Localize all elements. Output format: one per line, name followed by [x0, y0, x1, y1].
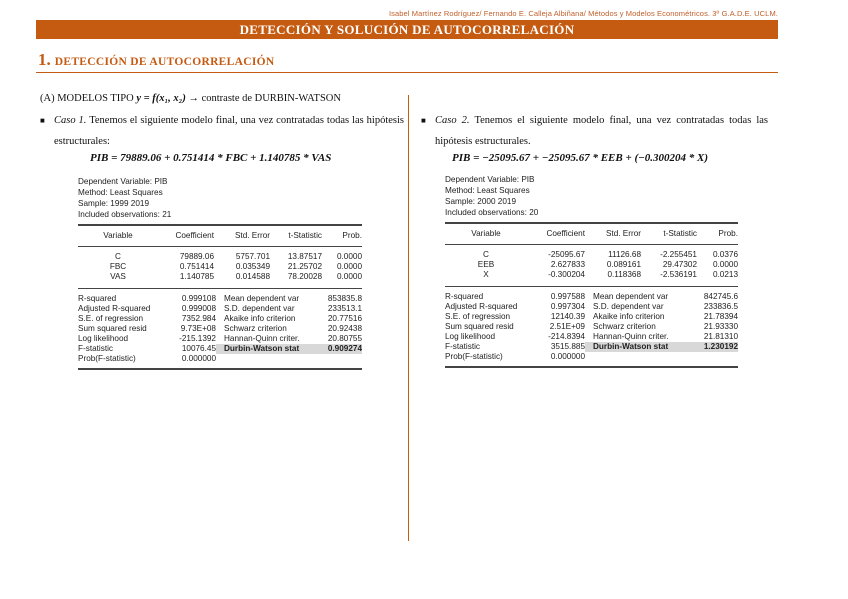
stats-row [445, 322, 738, 332]
case-2-label: Caso 2. [435, 115, 470, 126]
cell: S.E. of regression [445, 312, 511, 321]
cell: 233513.1 [327, 304, 362, 313]
cell: 0.751414 [179, 262, 214, 271]
cell [316, 354, 362, 364]
case-2-text [421, 110, 769, 152]
cell: 12140.39 [550, 312, 585, 321]
cell: Log likelihood [445, 332, 496, 341]
table-header-row [445, 224, 738, 244]
cell: Prob(F-statistic) [445, 352, 503, 361]
case-1-equation: PIB = 79889.06 + 0.751414 * FBC + 1.140785 * VAS [90, 152, 332, 164]
case-1-stats-table [78, 294, 362, 364]
stats-row [78, 334, 362, 344]
stats-row [78, 304, 362, 314]
meta-line: Dependent Variable: PIB [78, 177, 168, 186]
cell: R-squared [445, 292, 484, 301]
table-rule [78, 368, 362, 370]
meta-line: Sample: 1999 2019 [78, 199, 150, 208]
header-cell: t-Statistic [663, 229, 697, 238]
table-row [78, 252, 362, 262]
cell: 0.0000 [336, 252, 362, 261]
header-cell: Prob. [342, 231, 362, 240]
bullet-icon: ■ [421, 116, 426, 125]
case-2-coef-rows [445, 250, 738, 280]
cell: 0.089161 [606, 260, 641, 269]
cell: C [115, 252, 121, 261]
header-cell: t-Statistic [288, 231, 322, 240]
table-rule [445, 286, 738, 287]
case-2-regression-output [445, 174, 738, 368]
cell: 20.80755 [327, 334, 362, 343]
bullet-icon: ■ [40, 116, 45, 125]
cell: 2.627833 [550, 260, 585, 269]
cell: 10076.45 [181, 344, 216, 353]
cell: Sum squared resid [78, 324, 147, 333]
cell: F-statistic [445, 342, 481, 351]
meta-line: Sample: 2000 2019 [445, 197, 517, 206]
cell: Adjusted R-squared [445, 302, 518, 311]
table-rule [78, 288, 362, 289]
cell: Hannan-Quinn criter. [593, 332, 669, 341]
meta-line: Method: Least Squares [78, 188, 163, 197]
table-rule [78, 246, 362, 247]
cell: 21.25702 [287, 262, 322, 271]
header-cell: Std. Error [234, 231, 270, 240]
case-1-coef-rows [78, 252, 362, 282]
case-1-coef-table [78, 226, 362, 246]
stats-row [78, 344, 362, 354]
cell: 0.0376 [712, 250, 738, 259]
page-title: DETECCIÓN Y SOLUCIÓN DE AUTOCORRELACIÓN [36, 20, 778, 39]
section-number: 1. [38, 50, 51, 69]
cell: 842745.6 [703, 292, 738, 301]
meta-line: Included observations: 21 [78, 210, 172, 219]
case-2-stats-table [445, 292, 738, 362]
table-header-row [78, 226, 362, 246]
durbin-watson-value: 1.230192 [690, 342, 738, 352]
cell: 21.93330 [703, 322, 738, 331]
cell: 3515.885 [550, 342, 585, 351]
stats-row [78, 294, 362, 304]
cell: 0.0000 [336, 262, 362, 271]
cell: FBC [109, 262, 127, 271]
models-prefix: (A) MODELOS TIPO [40, 93, 134, 104]
cell [585, 352, 690, 362]
durbin-watson-label: Durbin-Watson stat [585, 342, 690, 352]
cell: -0.300204 [548, 270, 585, 279]
cell: Prob(F-statistic) [78, 354, 136, 363]
header-cell: Variable [471, 229, 501, 238]
cell: Akaike info criterion [224, 314, 296, 323]
case-1-text [40, 110, 404, 152]
cell: 0.118368 [607, 270, 641, 279]
models-suffix: → contraste de DURBIN-WATSON [188, 93, 341, 104]
case-2-description: Tenemos el siguiente modelo final, una vez contratadas todas las hipótesis estructurales. [435, 115, 769, 147]
table-row [78, 272, 362, 282]
cell: C [483, 250, 489, 259]
table-rule [445, 366, 738, 368]
section-rule [36, 72, 778, 73]
cell: -2.255451 [660, 250, 697, 259]
cell: 13.87517 [287, 252, 322, 261]
header-cell: Std. Error [605, 229, 641, 238]
cell: X [483, 270, 489, 279]
models-formula: y = f(x₁, x₂) [136, 93, 186, 104]
header-cell: Coefficient [546, 229, 585, 238]
cell: 233836.5 [703, 302, 738, 311]
table-row [445, 270, 738, 280]
stats-row [78, 314, 362, 324]
cell: Sum squared resid [445, 322, 514, 331]
cell: Log likelihood [78, 334, 129, 343]
cell: 20.77516 [327, 314, 362, 323]
stats-row [78, 354, 362, 364]
meta-line: Included observations: 20 [445, 208, 539, 217]
models-line [40, 93, 341, 104]
cell: 853835.8 [327, 294, 362, 303]
header-cell: Prob. [718, 229, 738, 238]
cell: Mean dependent var [593, 292, 669, 301]
stats-row [445, 342, 738, 352]
cell [690, 352, 738, 362]
cell: Schwarz criterion [224, 324, 287, 333]
cell: 11126.68 [608, 250, 641, 259]
case-1-regression-output [78, 176, 362, 370]
stats-row [445, 332, 738, 342]
case-1-label: Caso 1. [54, 115, 87, 126]
cell: R-squared [78, 294, 117, 303]
cell: 21.78394 [703, 312, 738, 321]
case-2-coef-table [445, 224, 738, 244]
stats-row [445, 292, 738, 302]
durbin-watson-label: Durbin-Watson stat [216, 344, 316, 354]
header-cell: Coefficient [175, 231, 214, 240]
case-2-equation: PIB = −25095.67 + −25095.67 * EEB + (−0.300204 * X) [452, 152, 709, 164]
cell: 0.0000 [712, 260, 738, 269]
cell: 0.999008 [181, 304, 216, 313]
table-rule [445, 244, 738, 245]
cell: -215.1392 [179, 334, 216, 343]
cell: 0.997588 [550, 292, 585, 301]
table-row [445, 260, 738, 270]
cell [216, 354, 316, 364]
stats-row [445, 312, 738, 322]
stats-row [445, 302, 738, 312]
cell: Schwarz criterion [593, 322, 656, 331]
cell: -2.536191 [660, 270, 697, 279]
cell: VAS [110, 272, 126, 281]
cell: 2.51E+09 [549, 322, 585, 331]
cell: S.E. of regression [78, 314, 144, 323]
durbin-watson-value: 0.909274 [316, 344, 362, 354]
cell: 1.140785 [179, 272, 214, 281]
cell: 0.035349 [235, 262, 270, 271]
cell: 0.0000 [336, 272, 362, 281]
stats-row [445, 352, 738, 362]
cell: 78.20028 [287, 272, 322, 281]
section-heading [38, 50, 274, 70]
meta-line: Method: Least Squares [445, 186, 530, 195]
cell: 0.014588 [235, 272, 270, 281]
cell: 0.000000 [181, 354, 216, 363]
cell: 0.997304 [550, 302, 585, 311]
cell: 29.47302 [662, 260, 697, 269]
cell: S.D. dependent var [593, 302, 664, 311]
cell: 7352.984 [181, 314, 216, 323]
cell: 20.92438 [327, 324, 362, 333]
cell: Mean dependent var [224, 294, 300, 303]
cell: EEB [477, 260, 495, 269]
cell: Hannan-Quinn criter. [224, 334, 300, 343]
stats-row [78, 324, 362, 334]
cell: 21.81310 [703, 332, 738, 341]
cell: F-statistic [78, 344, 114, 353]
header-cell: Variable [103, 231, 133, 240]
cell: S.D. dependent var [224, 304, 295, 313]
cell: 0.0213 [712, 270, 738, 279]
cell: 79889.06 [179, 252, 214, 261]
cell: 5757.701 [235, 252, 270, 261]
section-title: DETECCIÓN DE AUTOCORRELACIÓN [54, 56, 275, 68]
cell: 0.000000 [550, 352, 585, 361]
case-1-meta [78, 176, 362, 220]
cell: Akaike info criterion [593, 312, 665, 321]
table-row [445, 250, 738, 260]
cell: -214.8394 [548, 332, 585, 341]
case-1-description: Tenemos el siguiente modelo final, una vez contratadas todas las hipótesis estructurales: [54, 115, 404, 147]
cell: 0.999108 [181, 294, 216, 303]
case-2-meta [445, 174, 738, 218]
header-note: Isabel Martínez Rodríguez/ Fernando E. Calleja Albiñana/ Métodos y Modelos Econométricos. 3º G.A.D.E. UCLM. [388, 9, 778, 18]
meta-line: Dependent Variable: PIB [445, 175, 535, 184]
column-divider [408, 95, 409, 541]
cell: Adjusted R-squared [78, 304, 151, 313]
table-row [78, 262, 362, 272]
cell: 9.73E+08 [180, 324, 216, 333]
cell: -25095.67 [548, 250, 585, 259]
